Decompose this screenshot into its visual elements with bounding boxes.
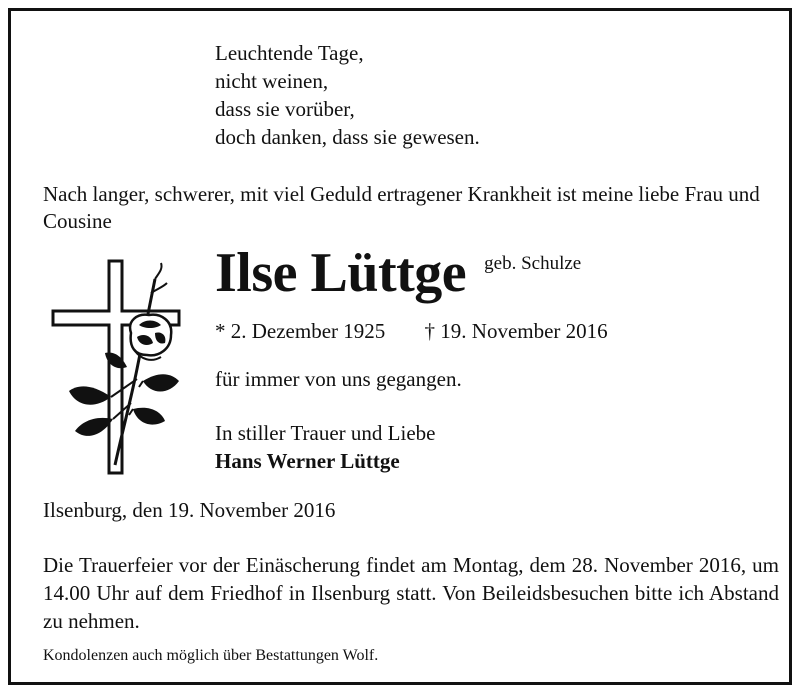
poem-line: doch danken, dass sie gewesen.	[215, 125, 480, 149]
obituary-frame	[8, 8, 792, 685]
condolence-text: Kondolenzen auch möglich über Bestattungen Wolf.	[43, 647, 379, 664]
name-line	[215, 241, 581, 305]
maiden-name: geb. Schulze	[484, 253, 582, 274]
poem-line: Leuchtende Tage,	[215, 41, 364, 65]
mourning-line: In stiller Trauer und Liebe	[215, 421, 436, 445]
cross-with-rose-icon	[51, 259, 201, 481]
life-dates	[215, 319, 608, 344]
birth-date: * 2. Dezember 1925	[215, 319, 386, 343]
intro-text: Nach langer, schwerer, mit viel Geduld ertragener Krankheit ist meine liebe Frau und Cousine	[43, 182, 760, 233]
deceased-name: Ilse Lüttge	[215, 242, 467, 304]
poem-line: dass sie vorüber,	[215, 97, 355, 121]
signer-name: Hans Werner Lüttge	[215, 449, 400, 473]
mourning-block	[215, 419, 435, 475]
funeral-text: Die Trauerfeier vor der Einäscherung findet am Montag, dem 28. November 2016, um 14.00 Uhr auf dem Friedhof in Ilsenburg statt. Von Beileidsbesuchen bitte ich Abstand zu nehmen.	[43, 553, 779, 633]
poem	[215, 39, 480, 151]
place-date: Ilsenburg, den 19. November 2016	[43, 498, 336, 522]
passed-text: für immer von uns gegangen.	[215, 367, 462, 391]
death-date: † 19. November 2016	[424, 319, 608, 343]
poem-line: nicht weinen,	[215, 69, 329, 93]
